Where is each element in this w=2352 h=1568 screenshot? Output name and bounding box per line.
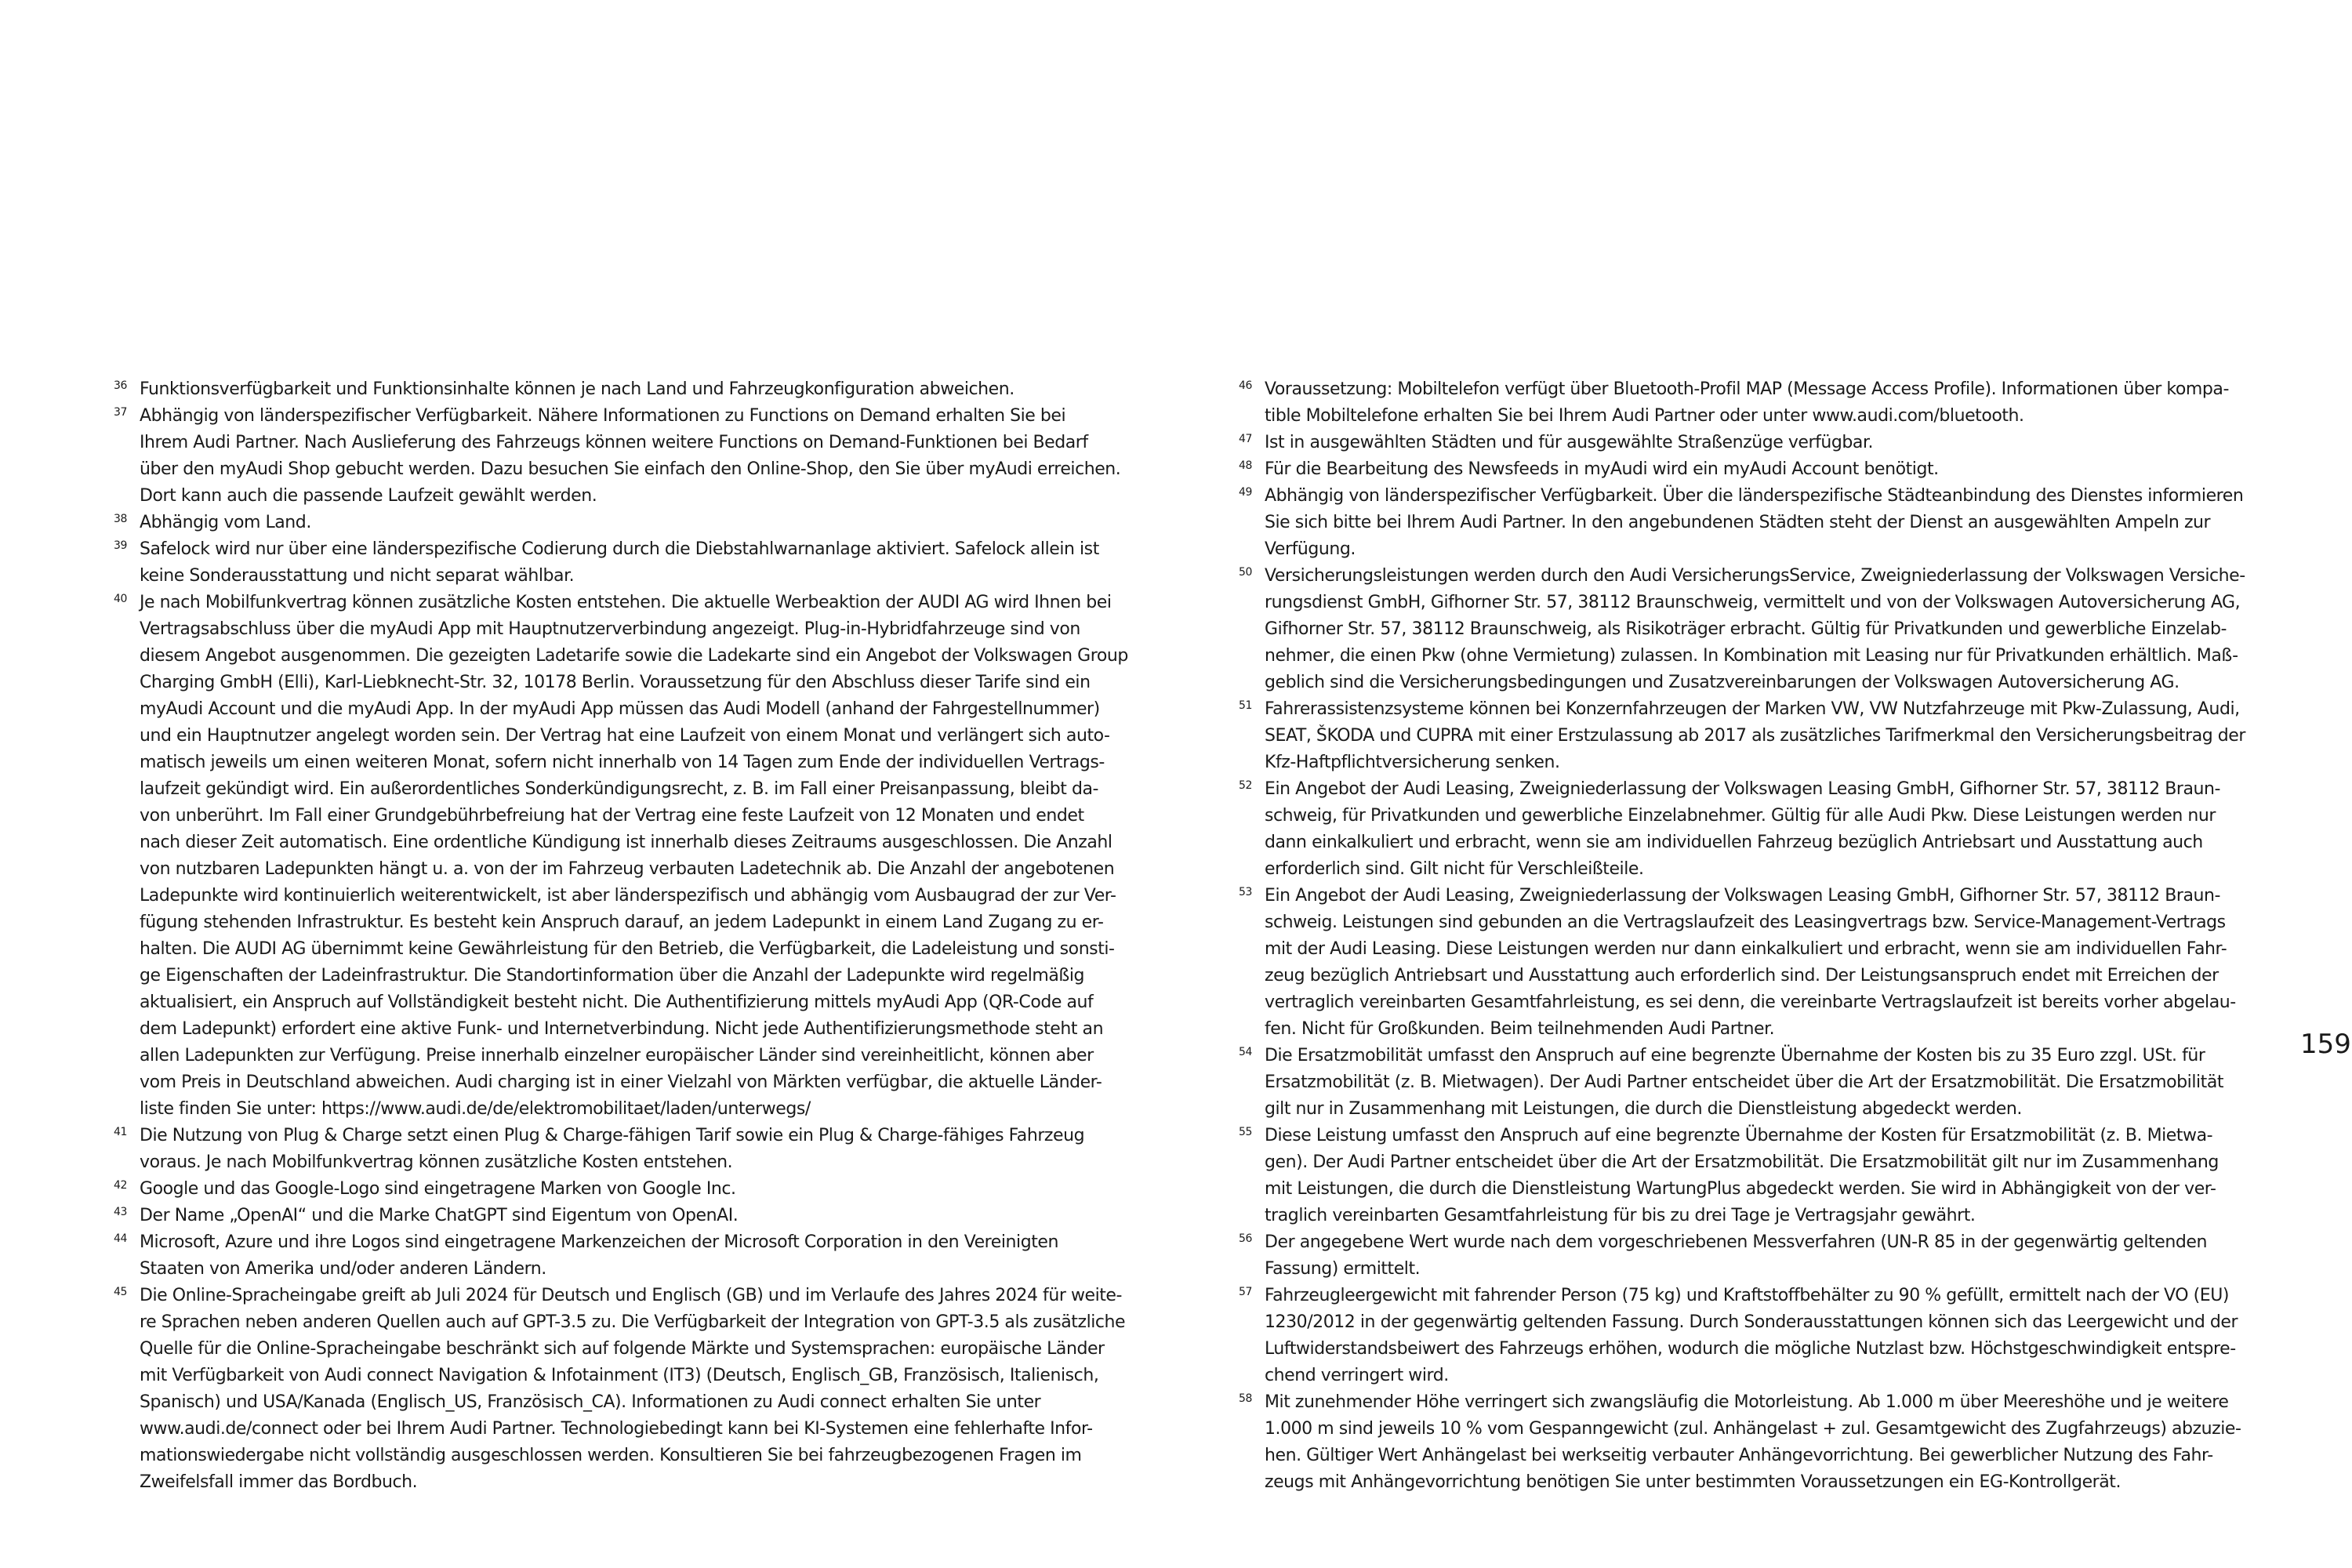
page-number: 159 [2300,1029,2351,1060]
footnote-48 [1239,456,2274,483]
footnote-number: 45 [114,1286,127,1298]
footnote-46 [1239,376,2274,430]
footnote-number: 47 [1239,433,1252,445]
footnote-55 [1239,1123,2274,1229]
footnote-37 [114,403,1156,510]
footnote-52 [1239,776,2274,883]
footnote-text: Google und das Google-Logo sind eingetragene Marken von Google Inc. [140,1179,736,1199]
footnotes-right-column [1239,376,2274,1496]
footnote-text: Ein Angebot der Audi Leasing, Zweigniederlassung der Volkswagen Leasing GmbH, Gifhorner Str. 57, 38112 Braun- schweig. Leistungen sind gebunden an die Vertragslaufzeit des Leasingvertrags bzw. Service-Management-Vertrags mit der Audi Leasing. Diese Leistungen werden nur dann einkalkuliert und erbracht, wenn sie am individuellen Fahr- zeug bezüglich Antriebsart und Ausstattung auch erforderlich sind. Der Leistungsanspruch endet mit Erreichen der vertraglich vereinbarten Gesamtfahrleistung, es sei denn, die vereinbarte Vertragslaufzeit ist bereits vorher abgelau- fen. Nicht für Großkunden. Beim teilnehmenden Audi Partner. [1265,886,2236,1039]
footnote-text: Voraussetzung: Mobiltelefon verfügt über Bluetooth-Profil MAP (Message Access Profile). Informationen über kompa- tible Mobiltelefone erhalten Sie bei Ihrem Audi Partner oder unter www.audi.com/bluetooth. [1265,379,2229,426]
footnote-text: Safelock wird nur über eine länderspezifische Codierung durch die Diebstahlwarnanlage aktiviert. Safelock allein ist keine Sonderausstattung und nicht separat wählbar. [140,539,1099,586]
footnote-text: Fahrzeugleergewicht mit fahrender Person (75 kg) und Kraftstoffbehälter zu 90 % gefüllt, ermittelt nach der VO (EU) 1230/2012 in der gegenwärtig geltenden Fassung. Durch Sonderausstattungen können sich das Leergewicht und der Luftwiderstandsbeiwert des Fahrzeugs erhöhen, wodurch die mögliche Nutzlast bzw. Höchstgeschwindigkeit entspre- chend verringert wird. [1265,1286,2238,1385]
footnote-number: 58 [1239,1392,1252,1405]
footnote-number: 40 [114,593,127,605]
footnote-54 [1239,1043,2274,1123]
footnote-text: Fahrerassistenzsysteme können bei Konzernfahrzeugen der Marken VW, VW Nutzfahrzeuge mit Pkw-Zulassung, Audi, SEAT, ŠKODA und CUPRA mit einer Erstzulassung ab 2017 als zusätzliches Tarifmerkmal den Versicherungsbeitrag der Kfz-Haftpflichtversicherung senken. [1265,699,2245,772]
footnote-text: Mit zunehmender Höhe verringert sich zwangsläufig die Motorleistung. Ab 1.000 m über Meereshöhe und je weitere 1.000 m sind jeweils 10 % vom Gespanngewicht (zul. Anhängelast + zul. Gesamtgewicht des Zugfahrzeugs) abzuzie- hen. Gültiger Wert Anhängelast bei werkseitig verbauter Anhängevorrichtung. Bei gewerblicher Nutzung des Fahr- zeugs mit Anhängevorrichtung benötigen Sie unter bestimmten Voraussetzungen ein EG-Kontrollgerät. [1265,1392,2241,1492]
footnote-number: 37 [114,406,127,419]
footnote-number: 57 [1239,1286,1252,1298]
footnote-number: 53 [1239,886,1252,898]
footnote-58 [1239,1389,2274,1496]
footnote-text: Der angegebene Wert wurde nach dem vorgeschriebenen Messverfahren (UN-R 85 in der gegenwärtig geltenden Fassung) ermittelt. [1265,1232,2207,1279]
footnote-number: 51 [1239,699,1252,712]
footnote-42 [114,1176,1156,1203]
footnote-number: 54 [1239,1046,1252,1058]
footnote-number: 46 [1239,379,1252,392]
footnote-number: 36 [114,379,127,392]
footnote-39 [114,536,1156,590]
footnote-number: 43 [114,1206,127,1218]
footnote-number: 39 [114,539,127,552]
footnote-text: Abhängig vom Land. [140,513,311,532]
footnote-text: Abhängig von länderspezifischer Verfügbarkeit. Über die länderspezifische Städteanbindung des Dienstes informieren Sie sich bitte bei Ihrem Audi Partner. In den angebundenen Städten steht der Dienst an ausgewählten Ampeln zur Verfügung. [1265,486,2244,559]
footnote-text: Ist in ausgewählten Städten und für ausgewählte Straßenzüge verfügbar. [1265,433,1874,452]
footnote-36 [114,376,1156,403]
footnote-number: 55 [1239,1126,1252,1138]
footnote-text: Funktionsverfügbarkeit und Funktionsinhalte können je nach Land und Fahrzeugkonfiguration abweichen. [140,379,1014,399]
footnote-50 [1239,563,2274,696]
footnote-text: Versicherungsleistungen werden durch den Audi VersicherungsService, Zweigniederlassung der Volkswagen Versiche- rungsdienst GmbH, Gifhorner Str. 57, 38112 Braunschweig, vermittelt und von der Volkswagen Autoversicherung AG, Gifhorner Str. 57, 38112 Braunschweig, als Risikoträger erbracht. Gültig für Privatkunden und gewerbliche Einzelab- nehmer, die einen Pkw (ohne Vermietung) zulassen. In Kombination mit Leasing nur für Privatkunden erhältlich. Maß- geblich sind die Versicherungsbedingungen und Zusatzvereinbarungen der Volkswagen Autoversicherung AG. [1265,566,2245,692]
footnote-text: Der Name „OpenAI“ und die Marke ChatGPT sind Eigentum von OpenAI. [140,1206,739,1225]
footnote-44 [114,1229,1156,1283]
footnote-text: Abhängig von länderspezifischer Verfügbarkeit. Nähere Informationen zu Functions on Demand erhalten Sie bei Ihrem Audi Partner. Nach Auslieferung des Fahrzeugs können weitere Functions on Demand-Funktionen bei Bedarf über den myAudi Shop gebucht werden. Dazu besuchen Sie einfach den Online-Shop, den Sie über myAudi erreichen. Dort kann auch die passende Laufzeit gewählt werden. [140,406,1121,506]
footnote-text: Ein Angebot der Audi Leasing, Zweigniederlassung der Volkswagen Leasing GmbH, Gifhorner Str. 57, 38112 Braun- schweig, für Privatkunden und gewerbliche Einzelabnehmer. Gültig für alle Audi Pkw. Diese Leistungen werden nur dann einkalkuliert und erbracht, wenn sie am individuellen Fahrzeug bezüglich Antriebsart und Ausstattung auch erforderlich sind. Gilt nicht für Verschleißteile. [1265,779,2220,879]
footnote-number: 44 [114,1232,127,1245]
footnote-47 [1239,430,2274,456]
footnote-number: 56 [1239,1232,1252,1245]
footnote-number: 38 [114,513,127,525]
footnote-number: 41 [114,1126,127,1138]
footnote-text: Die Nutzung von Plug & Charge setzt einen Plug & Charge-fähigen Tarif sowie ein Plug & Charge-fähiges Fahrzeug voraus. Je nach Mobilfunkvertrag können zusätzliche Kosten entstehen. [140,1126,1085,1172]
footnote-number: 49 [1239,486,1252,499]
footnote-number: 52 [1239,779,1252,792]
footnote-41 [114,1123,1156,1176]
footnote-51 [1239,696,2274,776]
footnote-number: 50 [1239,566,1252,579]
footnotes-left-column [114,376,1156,1496]
footnote-57 [1239,1283,2274,1389]
footnote-56 [1239,1229,2274,1283]
footnote-43 [114,1203,1156,1229]
footnote-49 [1239,483,2274,563]
footnote-number: 42 [114,1179,127,1192]
footnote-38 [114,510,1156,536]
footnote-40 [114,590,1156,1123]
footnote-text: Je nach Mobilfunkvertrag können zusätzliche Kosten entstehen. Die aktuelle Werbeaktion der AUDI AG wird Ihnen bei Vertragsabschluss über die myAudi App mit Hauptnutzerverbindung angezeigt. Plug-in-Hybridfahrzeuge sind von diesem Angebot ausgenommen. Die gezeigten Ladetarife sowie die Ladekarte sind ein Angebot der Volkswagen Group Charging GmbH (Elli), Karl-Liebknecht-Str. 32, 10178 Berlin. Voraussetzung für den Abschluss dieser Tarife sind ein myAudi Account und die myAudi App. In der myAudi App müssen das Audi Modell (anhand der Fahrgestellnummer) und ein Hauptnutzer angelegt worden sein. Der Vertrag hat eine Laufzeit von einem Monat und verlängert sich auto- matisch jeweils um einen weiteren Monat, sofern nicht innerhalb von 14 Tagen zum Ende der individuellen Vertrags- laufzeit gekündigt wird. Ein außerordentliches Sonderkündigungsrecht, z. B. im Fall einer Preisanpassung, bleibt da- von unberührt. Im Fall einer Grundgebührbefreiung hat der Vertrag eine feste Laufzeit von 12 Monaten und endet nach dieser Zeit automatisch. Eine ordentliche Kündigung ist innerhalb dieses Zeitraums ausgeschlossen. Die Anzahl von nutzbaren Ladepunkten hängt u. a. von der im Fahrzeug verbauten Ladetechnik ab. Die Anzahl der angebotenen Ladepunkte wird kontinuierlich weiterentwickelt, ist aber länderspezifisch und abhängig vom Ausbaugrad der zur Ver- fügung stehenden Infrastruktur. Es besteht kein Anspruch darauf, an jedem Ladepunkt in einem Land Zugang zu er- halten. Die AUDI AG übernimmt keine Gewährleistung für den Betrieb, die Verfügbarkeit, die Ladeleistung und sonsti- ge Eigenschaften der Ladeinfrastruktur. Die Standortinformation über die Anzahl der Ladepunkte wird regelmäßig aktualisiert, ein Anspruch auf Vollständigkeit besteht nicht. Die Authentifizierung mittels myAudi App (QR-Code auf dem Ladepunkt) erfordert eine aktive Funk- und Internetverbindung. Nicht jede Authentifizierungsmethode steht an allen Ladepunkten zur Verfügung. Preise innerhalb einzelner europäischer Länder sind vereinheitlicht, können aber vom Preis in Deutschland abweichen. Audi charging ist in einer Vielzahl von Märkten verfügbar, die aktuelle Länder- liste finden Sie unter: https://www.audi.de/de/elektromobilitaet/laden/unterwegs/ [140,593,1128,1119]
footnote-number: 48 [1239,459,1252,472]
footnote-text: Die Ersatzmobilität umfasst den Anspruch auf eine begrenzte Übernahme der Kosten bis zu 35 Euro zzgl. USt. für Ersatzmobilität (z. B. Mietwagen). Der Audi Partner entscheidet über die Art der Ersatzmobilität. Die Ersatzmobilität gilt nur in Zusammenhang mit Leistungen, die durch die Dienstleistung abgedeckt werden. [1265,1046,2224,1119]
footnote-45 [114,1283,1156,1496]
footnote-53 [1239,883,2274,1043]
footnote-text: Diese Leistung umfasst den Anspruch auf eine begrenzte Übernahme der Kosten für Ersatzmobilität (z. B. Mietwa- gen). Der Audi Partner entscheidet über die Art der Ersatzmobilität. Die Ersatzmobilität gilt nur im Zusammenhang mit Leistungen, die durch die Dienstleistung WartungPlus abgedeckt werden. Sie wird in Abhängigkeit von der ver- traglich vereinbarten Gesamtfahrleistung für bis zu drei Tage je Vertragsjahr gewährt. [1265,1126,2219,1225]
footnote-text: Microsoft, Azure und ihre Logos sind eingetragene Markenzeichen der Microsoft Corporation in den Vereinigten Staaten von Amerika und/oder anderen Ländern. [140,1232,1058,1279]
footnote-text: Für die Bearbeitung des Newsfeeds in myAudi wird ein myAudi Account benötigt. [1265,459,1939,479]
footnote-text: Die Online-Spracheingabe greift ab Juli 2024 für Deutsch und Englisch (GB) und im Verlaufe des Jahres 2024 für weite- re Sprachen neben anderen Quellen auch auf GPT-3.5 zu. Die Verfügbarkeit der Integration von GPT-3.5 als zusätzliche Quelle für die Online-Spracheingabe beschränkt sich auf folgende Märkte und Systemsprachen: europäische Länder mit Verfügbarkeit von Audi connect Navigation & Infotainment (IT3) (Deutsch, Englisch_GB, Französisch, Italienisch, Spanisch) und USA/Kanada (Englisch_US, Französisch_CA). Informationen zu Audi connect erhalten Sie unter www.audi.de/connect oder bei Ihrem Audi Partner. Technologiebedingt kann bei KI-Systemen eine fehlerhafte Infor- mationswiedergabe nicht vollständig ausgeschlossen werden. Konsultieren Sie bei fahrzeugbezogenen Fragen im Zweifelsfall immer das Bordbuch. [140,1286,1126,1492]
